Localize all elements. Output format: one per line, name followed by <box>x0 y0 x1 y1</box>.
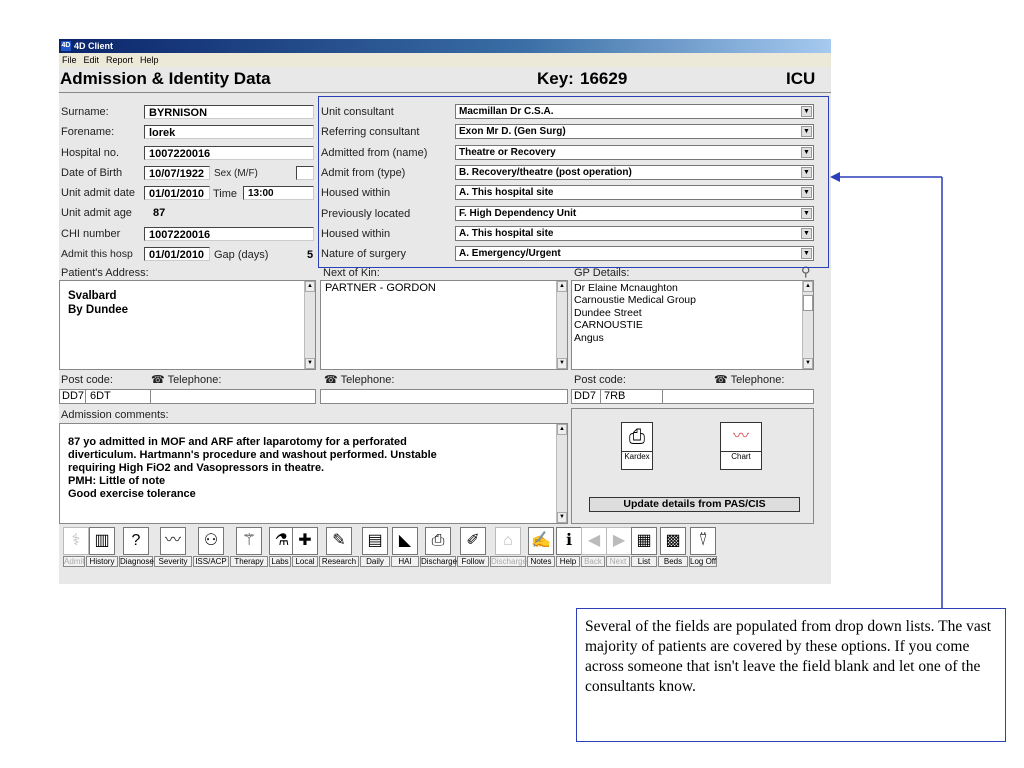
toolbar-research-button-8[interactable] <box>319 527 359 567</box>
toolbar-severity-button-3[interactable] <box>154 527 192 567</box>
page-title: Admission & Identity Data <box>60 69 271 88</box>
unit-label: ICU <box>786 69 816 88</box>
address-postcode-label: Post code: <box>61 374 113 386</box>
annotation-note: Several of the fields are populated from drop down lists. The vast majority of patients are covered by these options. If you come across someone that isn't leave the field blank and let one of the consultants know. <box>576 608 1006 742</box>
main-toolbar <box>63 527 819 567</box>
discharge-icon: ⎙ <box>425 527 451 555</box>
dob-field[interactable]: 10/07/1922 <box>144 166 210 180</box>
toolbar-button-label: Help <box>556 556 580 567</box>
list-icon: ▦ <box>631 527 657 555</box>
address-postcode-b[interactable]: 6DT <box>90 390 111 402</box>
magnifier-icon[interactable]: ⚲ <box>801 264 811 279</box>
log-off-icon: ⍢ <box>690 527 716 555</box>
toolbar-admit-button-0[interactable] <box>63 527 85 567</box>
toolbar-button-label: Discharge <box>421 557 458 566</box>
scroll-up-icon[interactable]: ▲ <box>557 281 567 292</box>
sex-label: Sex (M/F) <box>214 168 258 179</box>
toolbar-hai-button-10[interactable] <box>391 527 419 567</box>
admit-icon: ⚕ <box>63 527 89 555</box>
toolbar-button-label: Discharge <box>491 557 528 566</box>
toolbar-next-button-17[interactable] <box>606 527 630 567</box>
telephone-icon: ☎ <box>151 374 168 386</box>
toolbar-button-label: Daily <box>360 556 390 567</box>
toolbar-button-label: History <box>86 556 118 567</box>
gp-scrollbar[interactable] <box>802 281 813 369</box>
previously-located-label: Previously located <box>321 208 411 220</box>
menu-file[interactable]: File <box>62 55 77 65</box>
chevron-down-icon: ▼ <box>801 147 812 158</box>
toolbar-button-label: Local <box>292 556 318 567</box>
housed-within-value: A. This hospital site <box>459 187 554 198</box>
follow-icon: ✐ <box>460 527 486 555</box>
title-bar <box>59 39 831 53</box>
chart-button[interactable]: 〰 Chart <box>720 422 762 470</box>
toolbar-list-button-18[interactable] <box>631 527 657 567</box>
chevron-down-icon: ▼ <box>801 228 812 239</box>
kin-telephone-label: ☎ Telephone: <box>324 374 395 386</box>
toolbar-daily-button-9[interactable] <box>360 527 390 567</box>
referring-consultant-label: Referring consultant <box>321 126 420 138</box>
toolbar-follow-button-12[interactable] <box>457 527 489 567</box>
toolbar-button-label: Follow <box>457 556 489 567</box>
gap-label: Gap (days) <box>214 249 269 261</box>
gp-line-3: Dundee Street <box>574 306 642 319</box>
comments-line-1: 87 yo admitted in MOF and ARF after laparotomy for a perforated <box>68 436 407 448</box>
chevron-down-icon: ▼ <box>801 126 812 137</box>
kin-panel <box>320 280 568 370</box>
scroll-up-icon[interactable]: ▲ <box>803 281 813 292</box>
admit-date-field[interactable]: 01/01/2010 <box>144 186 210 200</box>
history-icon: ▥ <box>89 527 115 555</box>
toolbar-button-label: Admit <box>64 557 85 566</box>
hai-icon: ◣ <box>392 527 418 555</box>
housed-within-2-label: Housed within <box>321 228 391 240</box>
gp-panel <box>571 280 814 370</box>
notes-icon: ✍ <box>528 527 554 555</box>
time-label: Time <box>213 188 238 200</box>
admit-date-label: Unit admit date <box>61 187 135 199</box>
toolbar-button-label: Diagnose <box>120 557 154 566</box>
research-icon: ✎ <box>326 527 352 555</box>
gp-postcode-row <box>571 389 814 404</box>
kin-telephone-field[interactable] <box>320 389 568 404</box>
hospital-discharge-icon: ⌂ <box>495 527 521 555</box>
address-line-2: By Dundee <box>68 304 129 316</box>
key-label: Key: <box>537 69 574 88</box>
dob-label: Date of Birth <box>61 167 123 179</box>
toolbar-log-off-button-20[interactable] <box>689 527 717 567</box>
key-value: 16629 <box>580 69 628 88</box>
comments-title: Admission comments: <box>61 409 169 421</box>
next-arrow-icon: ▶ <box>606 527 632 555</box>
toolbar-button-label: Beds <box>658 556 688 567</box>
toolbar-iss-acp-button-4[interactable] <box>193 527 229 567</box>
kin-value[interactable]: PARTNER - GORDON <box>325 282 436 294</box>
admit-age-label: Unit admit age <box>61 207 132 219</box>
toolbar-button-label: Log Off <box>690 557 717 566</box>
sex-field[interactable] <box>296 166 314 180</box>
telephone-icon: ☎ <box>324 374 341 386</box>
housed-within-label: Housed within <box>321 187 391 199</box>
gap-value: 5 <box>307 249 314 261</box>
scroll-up-icon[interactable]: ▲ <box>557 424 567 435</box>
menu-edit[interactable]: Edit <box>83 55 100 65</box>
toolbar-beds-button-19[interactable] <box>658 527 688 567</box>
menu-bar <box>59 53 831 67</box>
toolbar-button-label: Back <box>581 556 605 567</box>
admitted-from-name-value: Theatre or Recovery <box>459 147 556 158</box>
unit-consultant-value: Macmillan Dr C.S.A. <box>459 106 554 117</box>
admitted-from-name-label: Admitted from (name) <box>321 147 428 159</box>
scroll-down-icon[interactable]: ▼ <box>803 358 813 369</box>
admit-hosp-field[interactable]: 01/01/2010 <box>144 247 210 261</box>
gp-postcode-label: Post code: <box>574 374 626 386</box>
toolbar-button-label: Labs <box>269 556 291 567</box>
forename-label: Forename: <box>61 126 115 138</box>
chi-label: CHI number <box>61 228 121 240</box>
toolbar-discharge-button-13[interactable] <box>490 527 526 567</box>
toolbar-local-button-7[interactable] <box>292 527 318 567</box>
menu-help[interactable]: Help <box>140 55 159 65</box>
gp-postcode-b[interactable]: 7RB <box>604 390 626 402</box>
toolbar-notes-button-14[interactable] <box>527 527 555 567</box>
address-line-1: Svalbard <box>68 290 117 302</box>
surname-label: Surname: <box>61 106 109 118</box>
admit-from-type-value: B. Recovery/theatre (post operation) <box>459 167 632 178</box>
toolbar-discharge-button-11[interactable] <box>420 527 456 567</box>
gp-line-1: Dr Elaine Mcnaughton <box>574 282 678 294</box>
daily-icon: ▤ <box>362 527 388 555</box>
scroll-down-icon[interactable]: ▼ <box>557 512 567 523</box>
gp-telephone-label: ☎ Telephone: <box>714 374 785 386</box>
gp-line-2: Carnoustie Medical Group <box>574 294 696 307</box>
window-title: 4D Client <box>74 41 114 51</box>
toolbar-back-button-16[interactable] <box>581 527 605 567</box>
chi-field[interactable]: 1007220016 <box>144 227 314 241</box>
header-divider <box>59 92 831 93</box>
beds-icon: ▩ <box>660 527 686 555</box>
nature-of-surgery-label: Nature of surgery <box>321 248 406 260</box>
previously-located-value: F. High Dependency Unit <box>459 208 577 219</box>
gp-title: GP Details: <box>574 267 630 279</box>
chart-icon: 〰 <box>732 428 749 445</box>
toolbar-diagnose-button-2[interactable] <box>119 527 153 567</box>
printer-icon: ⎙ <box>629 426 645 448</box>
scroll-thumb[interactable] <box>803 295 813 311</box>
hospital-no-field[interactable]: 1007220016 <box>144 146 314 160</box>
kardex-button[interactable]: ⎙ Kardex <box>621 422 653 470</box>
surname-field[interactable]: BYRNISON <box>144 105 314 119</box>
toolbar-help-button-15[interactable] <box>556 527 580 567</box>
forename-field[interactable]: lorek <box>144 125 314 139</box>
unit-consultant-label: Unit consultant <box>321 106 394 118</box>
back-arrow-icon: ◀ <box>581 527 607 555</box>
help-icon: ℹ <box>556 527 582 555</box>
address-panel <box>59 280 316 370</box>
housed-within-2-value: A. This hospital site <box>459 228 554 239</box>
actions-panel <box>571 408 814 524</box>
toolbar-button-label: Next <box>606 556 630 567</box>
hospital-no-label: Hospital no. <box>61 147 120 159</box>
comments-line-4: PMH: Little of note <box>68 475 166 487</box>
referring-consultant-value: Exon Mr D. (Gen Surg) <box>459 126 566 137</box>
toolbar-button-label: HAI <box>391 556 419 567</box>
kin-title: Next of Kin: <box>323 267 380 279</box>
update-details-button[interactable]: Update details from PAS/CIS <box>589 497 800 512</box>
callout-arrow <box>828 170 948 610</box>
chevron-down-icon: ▼ <box>801 208 812 219</box>
scroll-up-icon[interactable]: ▲ <box>305 281 315 292</box>
app-logo-icon: 4D <box>61 42 71 49</box>
address-postcode-row <box>59 389 316 404</box>
scroll-down-icon[interactable]: ▼ <box>305 358 315 369</box>
toolbar-therapy-button-5[interactable] <box>230 527 268 567</box>
gp-postcode-a[interactable]: DD7 <box>574 390 597 402</box>
therapy-icon: ⚚ <box>236 527 262 555</box>
scroll-down-icon[interactable]: ▼ <box>557 358 567 369</box>
chevron-down-icon: ▼ <box>801 248 812 259</box>
kin-scrollbar[interactable] <box>556 281 567 369</box>
comments-line-5: Good exercise tolerance <box>68 488 196 500</box>
gp-line-4: CARNOUSTIE <box>574 319 643 332</box>
chevron-down-icon: ▼ <box>801 106 812 117</box>
address-title: Patient's Address: <box>61 267 149 279</box>
toolbar-button-label: Research <box>319 556 359 567</box>
toolbar-button-label: ISS/ACP <box>193 556 229 567</box>
telephone-icon: ☎ <box>714 374 731 386</box>
menu-report[interactable]: Report <box>106 55 134 65</box>
address-telephone-label: ☎ Telephone: <box>151 374 222 386</box>
toolbar-button-label: List <box>631 556 657 567</box>
comments-line-3: requiring High FiO2 and Vasopressors in theatre. <box>68 462 325 474</box>
gp-line-5: Angus <box>574 331 604 344</box>
iss-acp-icon: ⚇ <box>198 527 224 555</box>
diagnose-icon: ? <box>123 527 149 555</box>
toolbar-history-button-1[interactable] <box>86 527 118 567</box>
toolbar-button-label: Therapy <box>230 556 268 567</box>
comments-scrollbar[interactable] <box>556 424 567 523</box>
severity-icon: 〰 <box>160 527 186 555</box>
admit-age-value: 87 <box>153 207 166 219</box>
nature-of-surgery-value: A. Emergency/Urgent <box>459 248 561 259</box>
admit-from-type-label: Admit from (type) <box>321 167 406 179</box>
time-field[interactable]: 13:00 <box>243 186 314 200</box>
chevron-down-icon: ▼ <box>801 187 812 198</box>
chevron-down-icon: ▼ <box>801 167 812 178</box>
toolbar-button-label: Severity <box>154 556 192 567</box>
address-postcode-a[interactable]: DD7 <box>62 390 85 402</box>
toolbar-button-label: Notes <box>527 556 555 567</box>
local-icon: ✚ <box>292 527 318 555</box>
labs-icon: ⚗ <box>269 527 295 555</box>
admit-hosp-label: Admit this hosp <box>61 248 133 260</box>
comments-line-2: diverticulum. Hartmann's procedure and washout performed. Unstable <box>68 449 437 461</box>
toolbar-labs-button-6[interactable] <box>269 527 291 567</box>
comments-textarea[interactable] <box>59 423 568 524</box>
highlight-frame <box>318 96 829 268</box>
address-scrollbar[interactable] <box>304 281 315 369</box>
